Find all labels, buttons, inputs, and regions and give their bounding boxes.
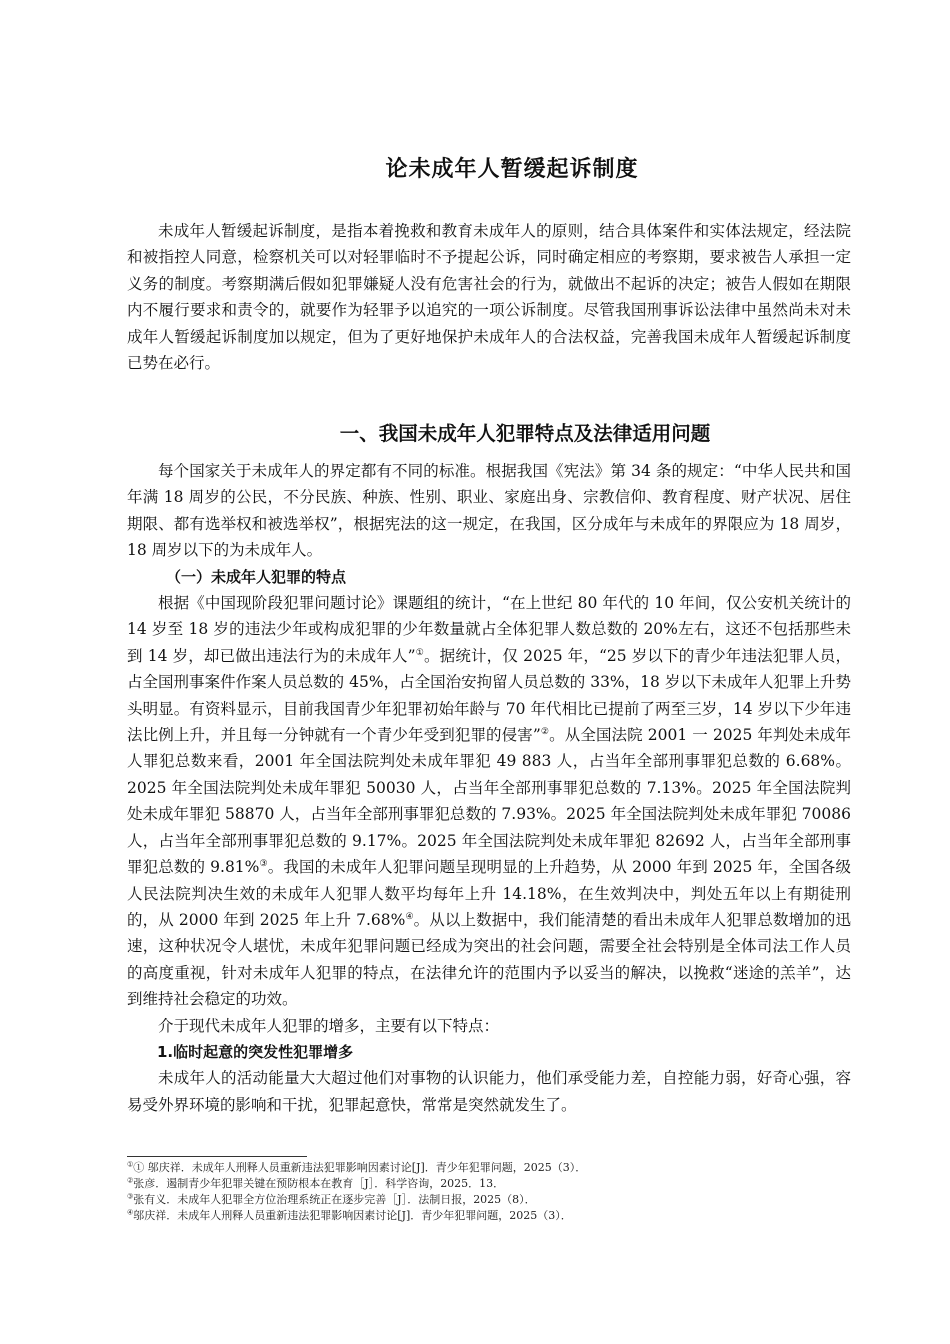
feature-heading: 1.临时起意的突发性犯罪增多	[157, 1042, 354, 1061]
footnote-text-1: ① 邬庆祥．未成年人刑释人员重新违法犯罪影响因素讨论[J]．青少年犯罪问题，2025（3）．	[133, 1161, 587, 1174]
footnote-ref-3[interactable]: ③	[259, 858, 268, 869]
footnote-1	[127, 1160, 867, 1176]
statistics-text-c: 。从全国法院 2001 一 2025 年判处未成年人罪犯总数来看，2001 年全国法院判处未成年罪犯 49 883 人，占当年全部刑事罪犯总数的 6.68%。2025 年全国法院判处未成年罪犯 50030 人，占当年全部刑事罪犯总数的 7.13%。2025 年全国法院判处未成年罪犯 58870 人，占当年全部刑事罪犯总数的 7.93%。2025 年全国法院判处未成年罪犯 70086 人，占当年全部刑事罪犯总数的 9.17%。2025 年全国法院判处未成年罪犯 82692 人，占当年全部刑事罪犯总数的 9.81%	[127, 726, 851, 877]
feature-paragraph: 未成年人的活动能量大大超过他们对事物的认识能力，他们承受能力差，自控能力弱，好奇心强，容易受外界环境的影响和干扰，犯罪起意快，常常是突然就发生了。	[127, 1069, 851, 1114]
footnote-4	[127, 1208, 867, 1224]
footnote-text-4: 邬庆祥．未成年人刑释人员重新违法犯罪影响因素讨论[J]．青少年犯罪问题，2025（3）．	[133, 1209, 572, 1222]
footnote-ref-2[interactable]: ②	[540, 726, 550, 737]
subsection-heading: （一）未成年人犯罪的特点	[166, 567, 347, 586]
section-heading: 一、我国未成年人犯罪特点及法律适用问题	[339, 422, 711, 445]
footnote-divider	[127, 1156, 307, 1157]
statistics-text-e: 。从以上数据中，我们能清楚的看出未成年人犯罪总数增加的迅速，这种状况令人堪忧，未成年犯罪问题已经成为突出的社会问题，需要全社会特别是全体司法工作人员的高度重视，针对未成年人犯罪的特点，在法律允许的范围内予以妥当的解决，以挽救“迷途的羔羊”，达到维持社会稳定的功效。	[127, 910, 851, 1009]
footnote-ref-1[interactable]: ①	[415, 647, 424, 658]
intro-paragraph: 每个国家关于未成年人的界定都有不同的标准。根据我国《宪法》第 34 条的规定：“中华人民共和国年满 18 周岁的公民，不分民族、种族、性别、职业、家庭出身、宗教信仰、教育程度、财产状况、居住期限、都有选举权和被选举权”，根据宪法的这一规定，在我国，区分成年与未成年的界限应为 18 周岁，18 周岁以下的为未成年人。	[127, 462, 851, 560]
footnote-2	[127, 1176, 867, 1192]
section-body	[127, 458, 851, 1118]
page-title: 论未成年人暂缓起诉制度	[385, 157, 639, 182]
statistics-text-d: 。我国的未成年人犯罪问题呈现明显的上升趋势，从 2000 年到 2025 年，全国各级人民法院判决生效的未成年人犯罪人数平均每年上升 14.18%，在生效判决中，判处五年以上有期徒刑的，从 2000 年到 2025 年上升 7.68%	[127, 858, 851, 929]
features-intro-paragraph: 介于现代未成年人犯罪的增多，主要有以下特点：	[158, 1016, 500, 1035]
footnote-ref-4[interactable]: ④	[405, 911, 414, 922]
footnote-mark-2: ②	[127, 1176, 134, 1185]
statistics-paragraph	[127, 590, 851, 1013]
footnote-text-2: 张彦．遏制青少年犯罪关键在预防根本在教育［J］．科学咨询，2025．13．	[133, 1177, 505, 1190]
abstract-block	[127, 218, 851, 376]
footnote-mark-4: ④	[127, 1208, 134, 1217]
footnotes	[127, 1160, 867, 1224]
statistics-text-b: 。据统计，仅 2025 年，“25 岁以下的青少年违法犯罪人员，占全国刑事案件作案人员总数的 45%，占全国治安拘留人员总数的 33%，18 岁以下未成年人犯罪上升势头明显。有资料显示，目前我国青少年犯罪初始年龄与 70 年代相比已提前了两至三岁，14 岁以下少年违法比例上升，并且每一分钟就有一个青少年受到犯罪的侵害”	[127, 646, 851, 745]
statistics-text-a: 根据《中国现阶段犯罪问题讨论》课题组的统计，“在上世纪 80 年代的 10 年间，仅公安机关统计的 14 岁至 18 岁的违法少年或构成犯罪的少年数量就占全体犯罪人数总数的 20%左右，这还不包括那些未到 14 岁，却已做出违法行为的未成年人”	[127, 594, 851, 665]
footnote-3	[127, 1192, 867, 1208]
footnote-mark-3: ③	[127, 1192, 134, 1201]
abstract-paragraph: 未成年人暂缓起诉制度，是指本着挽救和教育未成年人的原则，结合具体案件和实体法规定，经法院和被指控人同意，检察机关可以对轻罪临时不予提起公诉，同时确定相应的考察期，要求被告人承担一定义务的制度。考察期满后假如犯罪嫌疑人没有危害社会的行为，就做出不起诉的决定；被告人假如在期限内不履行要求和责令的，就要作为轻罪予以追究的一项公诉制度。尽管我国刑事诉讼法律中虽然尚未对未成年人暂缓起诉制度加以规定，但为了更好地保护未成年人的合法权益，完善我国未成年人暂缓起诉制度已势在必行。	[127, 222, 851, 373]
footnote-text-3: 张有义．未成年人犯罪全方位治理系统正在逐步完善［J］．法制日报，2025（8）．	[133, 1193, 536, 1206]
footnote-mark-1: ①	[127, 1160, 134, 1169]
